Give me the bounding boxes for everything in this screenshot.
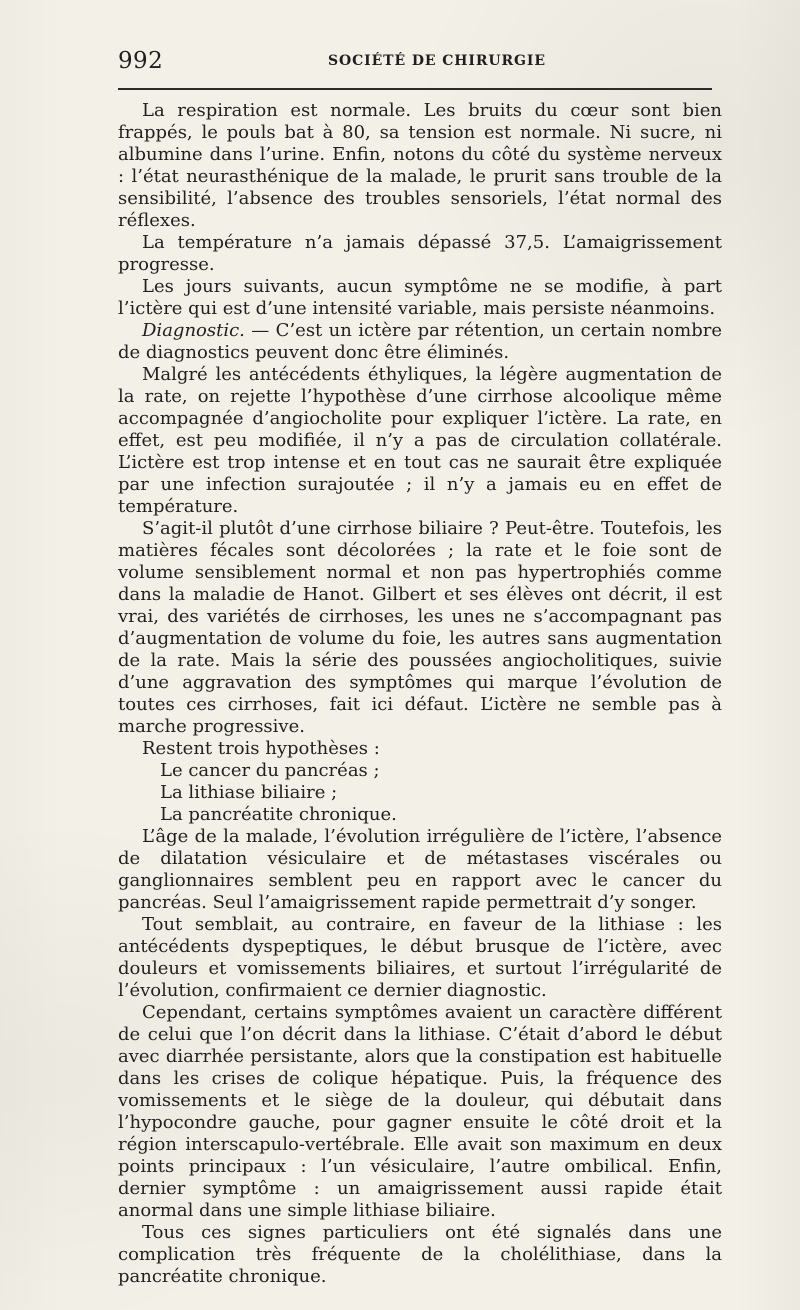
header-rule bbox=[118, 88, 712, 90]
paragraph: Les jours suivants, aucun symptôme ne se modifie, à part l’ictère qui est d’une intensité variable, mais persiste néanmoins. bbox=[118, 276, 722, 319]
diagnostic-paragraph bbox=[118, 320, 722, 364]
paragraph: Tout semblait, au contraire, en faveur de la lithiase : les antécédents dyspeptiques, le début brusque de l’ictère, avec douleurs et vomissements biliaires, et surtout l’irrégularité de l’évolution, confirmaient ce dernier diagnostic. bbox=[118, 914, 722, 1001]
paragraph: La température n’a jamais dépassé 37,5. L’amaigrissement progresse. bbox=[118, 232, 722, 275]
paragraph: La respiration est normale. Les bruits du cœur sont bien frappés, le pouls bat à 80, sa tension est normale. Ni sucre, ni albumine dans l’urine. Enfin, notons du côté du système nerveux : l’état neurasthénique de la malade, le prurit sans trouble de la sensibilité, l’absence des troubles sensoriels, l’état normal des réflexes. bbox=[118, 100, 722, 231]
paragraph: Cependant, certains symptômes avaient un caractère différent de celui que l’on décrit dans la lithiase. C’était d’abord le début avec diarrhée persistante, alors que la constipation est habituelle dans les crises de colique hépatique. Puis, la fréquence des vomissements et le siège de la douleur, qui débutait dans l’hypocondre gauche, pour gagner ensuite le côté droit et la région interscapulo-vertébrale. Elle avait son maximum en deux points principaux : l’un vésiculaire, l’autre ombilical. Enfin, dernier symptôme : un amaigrissement aussi rapide était anormal dans une simple lithiase biliaire. bbox=[118, 1002, 722, 1221]
paragraph: Restent trois hypothèses : bbox=[142, 738, 380, 759]
paragraph: L’âge de la malade, l’évolution irrégulière de l’ictère, l’absence de dilatation vésiculaire et de métastases viscérales ou ganglionnaires semblent peu en rapport avec le cancer du pancréas. Seul l’amaigrissement rapide permettrait d’y songer. bbox=[118, 826, 722, 913]
diagnostic-text: — C’est un ictère par rétention, un certain nombre de diagnostics peuvent donc être éliminés. bbox=[118, 320, 722, 363]
page-header bbox=[118, 48, 718, 90]
list-item: La pancréatite chronique. bbox=[160, 804, 397, 825]
list-item: Le cancer du pancréas ; bbox=[160, 760, 380, 781]
main-text bbox=[118, 100, 722, 1288]
list-item: La lithiase biliaire ; bbox=[160, 782, 338, 803]
paragraph: Malgré les antécédents éthyliques, la légère augmentation de la rate, on rejette l’hypothèse d’une cirrhose alcoolique même accompagnée d’angiocholite pour expliquer l’ictère. La rate, en effet, est peu modifiée, il n’y a pas de circulation collatérale. L’ictère est trop intense et en tout cas ne saurait être expliquée par une infection surajoutée ; il n’y a jamais eu en effet de température. bbox=[118, 364, 722, 517]
hypotheses-list bbox=[118, 760, 722, 826]
paragraph: Tous ces signes particuliers ont été signalés dans une complication très fréquente de la cholélithiase, dans la pancréatite chronique. bbox=[118, 1222, 722, 1287]
running-head: SOCIÉTÉ DE CHIRURGIE bbox=[328, 53, 546, 69]
paragraph: S’agit-il plutôt d’une cirrhose biliaire ? Peut-être. Toutefois, les matières fécales sont décolorées ; la rate et le foie sont de volume sensiblement normal et non pas hypertrophiés comme dans la maladie de Hanot. Gilbert et ses élèves ont décrit, il est vrai, des variétés de cirrhoses, les unes ne s’accompagnant pas d’augmentation de volume du foie, les autres sans augmentation de la rate. Mais la série des poussées angiocholitiques, suivie d’une aggravation des symptômes qui marque l’évolution de toutes ces cirrhoses, fait ici défaut. L’ictère ne semble pas à marche progressive. bbox=[118, 518, 722, 737]
diagnostic-label: Diagnostic. bbox=[142, 320, 245, 341]
page-number: 992 bbox=[118, 48, 164, 74]
